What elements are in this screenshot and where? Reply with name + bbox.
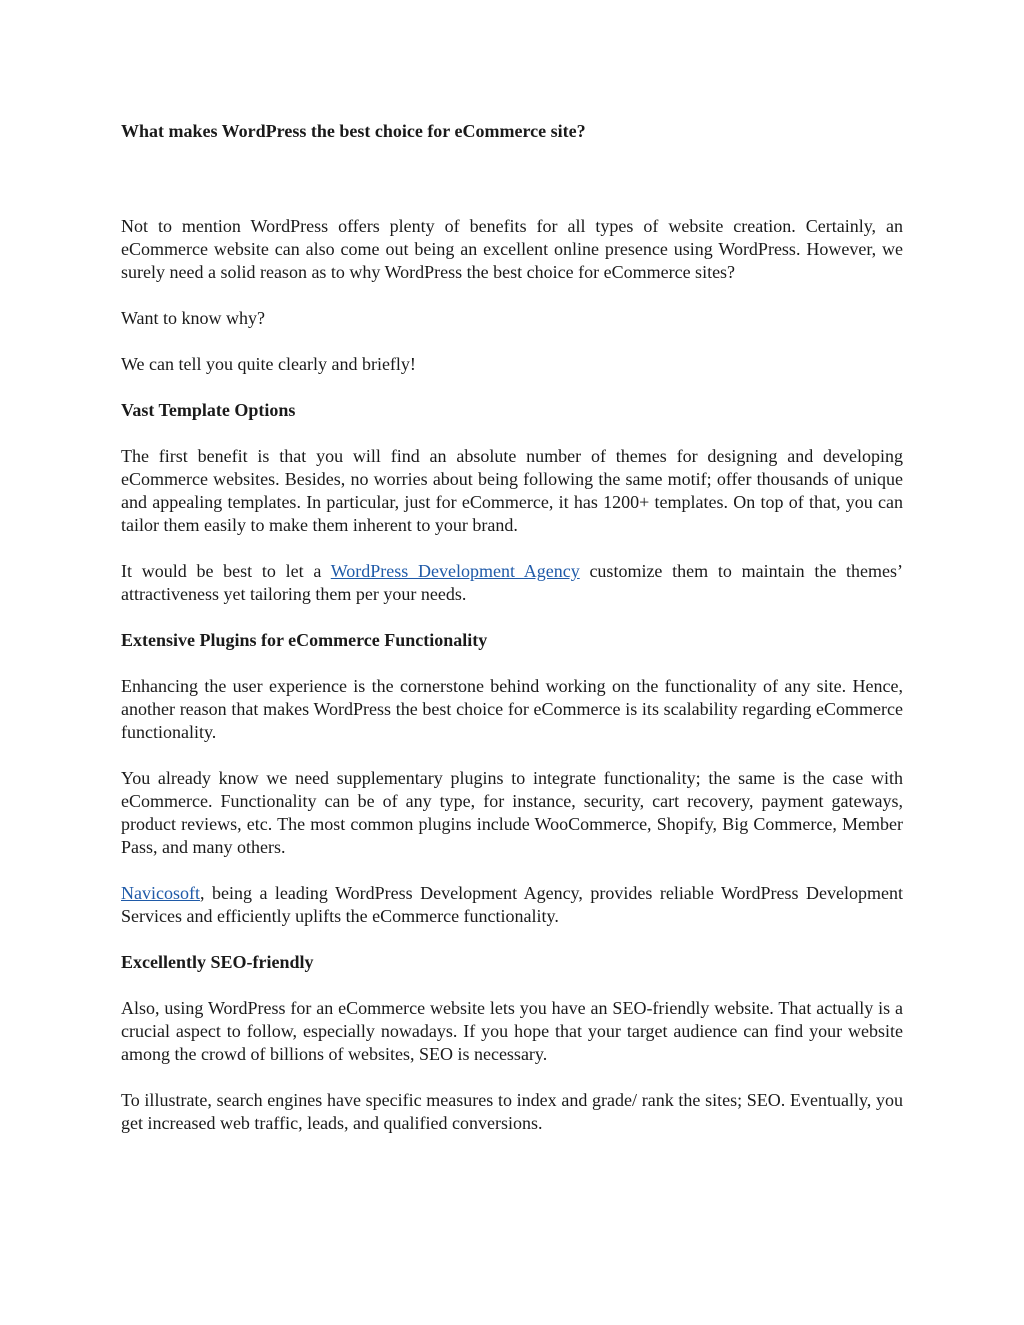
section-heading-plugins: Extensive Plugins for eCommerce Functionality [121,630,488,650]
document-title: What makes WordPress the best choice for eCommerce site? [121,121,586,141]
navicosoft-text-after: , being a leading WordPress Development Agency, provides reliable WordPress Development Services and efficiently uplifts the eCommerce functionality. [121,883,903,926]
section-heading-seo: Excellently SEO-friendly [121,952,314,972]
want-to-know-line: Want to know why? [121,308,266,328]
plugins-paragraph-2: You already know we need supplementary plugins to integrate functionality; the same is the case with eCommerce. Functionality can be of any type, for instance, security, cart recovery, payment gateways, product reviews, etc. The most common plugins include WooCommerce, Shopify, Big Commerce, Member Pass, and many others. [121,768,903,857]
seo-paragraph-2: To illustrate, search engines have specific measures to index and grade/ rank the sites; SEO. Eventually, you get increased web traffic, leads, and qualified conversions. [121,1090,903,1133]
intro-paragraph: Not to mention WordPress offers plenty of benefits for all types of website creation. Certainly, an eCommerce website can also come out being an excellent online presence using WordPress. However, we surely need a solid reason as to why WordPress the best choice for eCommerce sites? [121,216,903,282]
wordpress-development-agency-link[interactable]: WordPress Development Agency [330,561,580,581]
section-heading-templates: Vast Template Options [121,400,296,420]
navicosoft-link[interactable]: Navicosoft [121,883,200,903]
templates-paragraph: The first benefit is that you will find an absolute number of themes for designing and developing eCommerce websites. Besides, no worries about being following the same motif; offer thousands of unique and appealing templates. In particular, just for eCommerce, it has 1200+ templates. On top of that, you can tailor them easily to make them inherent to your brand. [121,446,903,535]
agency-paragraph [121,560,903,606]
navicosoft-paragraph [121,882,903,928]
tell-you-line: We can tell you quite clearly and briefly! [121,354,416,374]
agency-text-before: It would be best to let a [121,561,331,581]
agency-text-after: customize them to maintain the themes’ attractiveness yet tailoring them per your needs. [121,561,904,604]
document-page [121,120,903,1135]
plugins-paragraph-1: Enhancing the user experience is the cornerstone behind working on the functionality of any site. Hence, another reason that makes WordPress the best choice for eCommerce is its scalability regarding eCommerce functionality. [121,676,903,742]
seo-paragraph-1: Also, using WordPress for an eCommerce website lets you have an SEO-friendly website. That actually is a crucial aspect to follow, especially nowadays. If you hope that your target audience can find your website among the crowd of billions of websites, SEO is necessary. [121,998,903,1064]
